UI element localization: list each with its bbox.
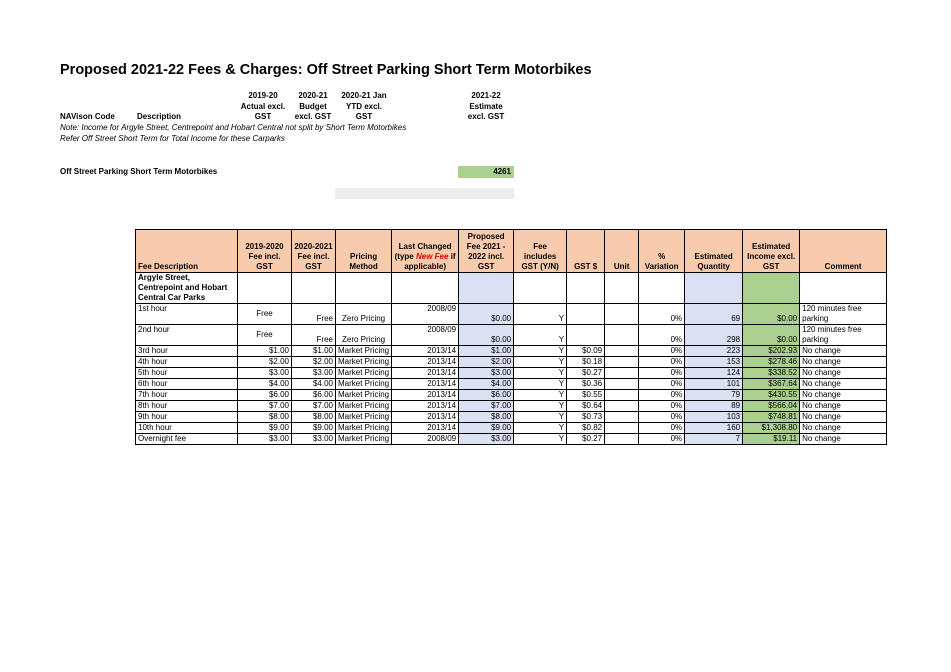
cell-unit: [605, 325, 639, 346]
cell-pricing-method: Market Pricing: [336, 412, 392, 423]
cell-last-changed: 2013/14: [392, 390, 459, 401]
cell-variation: 0%: [639, 390, 685, 401]
cell-gst: $0.64: [567, 401, 605, 412]
cell-est-quantity: 7: [685, 434, 743, 445]
cell-variation: 0%: [639, 357, 685, 368]
cell-proposed-fee: $8.00: [459, 412, 514, 423]
cell-gst: $0.09: [567, 346, 605, 357]
cell-unit: [605, 379, 639, 390]
cell-variation: 0%: [639, 434, 685, 445]
col-est-income: Estimated Income excl. GST: [743, 230, 800, 273]
cell-gst: [567, 325, 605, 346]
cell-last-changed: 2008/09: [392, 434, 459, 445]
cell-includes-gst: Y: [514, 325, 567, 346]
cell-fee-2019-2020: $3.00: [238, 434, 292, 445]
cell-description: 8th hour: [136, 401, 238, 412]
table-row: [136, 434, 887, 445]
note-refer: Refer Off Street Short Term for Total Income for these Carparks: [60, 134, 285, 143]
cell-gst: $0.73: [567, 412, 605, 423]
cell-est-quantity: 79: [685, 390, 743, 401]
cell-variation: 0%: [639, 401, 685, 412]
cell-est-income: $748.81: [743, 412, 800, 423]
cell-variation: 0%: [639, 325, 685, 346]
cell-gst: $0.27: [567, 368, 605, 379]
cell-fee-2020-2021: $1.00: [292, 346, 336, 357]
table-row: [136, 401, 887, 412]
col-fee-description: Fee Description: [136, 230, 238, 273]
col-gst: GST $: [567, 230, 605, 273]
page-title: Proposed 2021-22 Fees & Charges: Off Street Parking Short Term Motorbikes: [60, 62, 592, 78]
table-row: [136, 412, 887, 423]
cell-est-quantity: 103: [685, 412, 743, 423]
cell-proposed-fee: $4.00: [459, 379, 514, 390]
cell-unit: [605, 434, 639, 445]
cell-variation: 0%: [639, 423, 685, 434]
header-actual-2019-20: 2019-20 Actual excl. GST: [240, 91, 286, 121]
cell-pricing-method: Market Pricing: [336, 357, 392, 368]
cell-unit: [605, 401, 639, 412]
cell-fee-2019-2020: $4.00: [238, 379, 292, 390]
cell-gst: [567, 304, 605, 325]
cell-variation: 0%: [639, 368, 685, 379]
cell-includes-gst: Y: [514, 357, 567, 368]
cell-includes-gst: Y: [514, 434, 567, 445]
cell-description: Overnight fee: [136, 434, 238, 445]
cell-unit: [605, 390, 639, 401]
cell-est-income: $19.11: [743, 434, 800, 445]
cell-proposed-fee: $6.00: [459, 390, 514, 401]
cell-variation: 0%: [639, 412, 685, 423]
cell-est-income: $1,308.80: [743, 423, 800, 434]
cell-est-income: $0.00: [743, 304, 800, 325]
cell-est-income: $202.93: [743, 346, 800, 357]
col-proposed-fee: Proposed Fee 2021 - 2022 incl. GST: [459, 230, 514, 273]
cell-last-changed: 2008/09: [392, 325, 459, 346]
cell-includes-gst: Y: [514, 368, 567, 379]
table-row: [136, 390, 887, 401]
table-row: [136, 357, 887, 368]
cell-est-income: $0.00: [743, 325, 800, 346]
col-est-quantity: Estimated Quantity: [685, 230, 743, 273]
cell-last-changed: 2008/09: [392, 304, 459, 325]
cell-comment: No change: [800, 401, 887, 412]
cell-pricing-method: Market Pricing: [336, 346, 392, 357]
cell-pricing-method: Market Pricing: [336, 379, 392, 390]
cell-description: 1st hour: [136, 304, 238, 325]
cell-unit: [605, 412, 639, 423]
cell-includes-gst: Y: [514, 390, 567, 401]
cell-fee-2020-2021: $3.00: [292, 434, 336, 445]
cell-est-income: $338.52: [743, 368, 800, 379]
table-row: [136, 368, 887, 379]
group-row: [136, 273, 887, 304]
cell-fee-2020-2021: $7.00: [292, 401, 336, 412]
cell-unit: [605, 304, 639, 325]
col-variation: % Variation: [639, 230, 685, 273]
cell-est-quantity: 124: [685, 368, 743, 379]
col-fee-2019-2020: 2019-2020 Fee incl. GST: [238, 230, 292, 273]
cell-comment: No change: [800, 357, 887, 368]
cell-proposed-fee: $3.00: [459, 434, 514, 445]
section-estimate-value: 4261: [458, 166, 514, 178]
cell-gst: $0.55: [567, 390, 605, 401]
cell-description: 7th hour: [136, 390, 238, 401]
cell-fee-2020-2021: $2.00: [292, 357, 336, 368]
cell-includes-gst: Y: [514, 412, 567, 423]
cell-fee-2020-2021: $8.00: [292, 412, 336, 423]
col-comment: Comment: [800, 230, 887, 273]
cell-last-changed: 2013/14: [392, 379, 459, 390]
cell-comment: 120 minutes free parking: [800, 325, 887, 346]
header-estimate-2021-22: 2021-22 Estimate excl. GST: [467, 91, 505, 121]
cell-comment: No change: [800, 346, 887, 357]
cell-description: 9th hour: [136, 412, 238, 423]
cell-includes-gst: Y: [514, 346, 567, 357]
cell-last-changed: 2013/14: [392, 412, 459, 423]
cell-est-quantity: 101: [685, 379, 743, 390]
group-label: Argyle Street, Centrepoint and Hobart Central Car Parks: [136, 273, 238, 304]
cell-last-changed: 2013/14: [392, 357, 459, 368]
cell-unit: [605, 423, 639, 434]
cell-fee-2019-2020: $9.00: [238, 423, 292, 434]
cell-description: 5th hour: [136, 368, 238, 379]
header-description: Description: [137, 112, 182, 121]
cell-fee-2019-2020: $3.00: [238, 368, 292, 379]
cell-fee-2020-2021: $6.00: [292, 390, 336, 401]
cell-comment: No change: [800, 423, 887, 434]
cell-fee-2019-2020: $6.00: [238, 390, 292, 401]
col-unit: Unit: [605, 230, 639, 273]
cell-fee-2019-2020: $7.00: [238, 401, 292, 412]
fees-table: [135, 229, 887, 445]
col-last-changed: Last Changed (type New Fee if applicable): [392, 230, 459, 273]
cell-fee-2019-2020: $1.00: [238, 346, 292, 357]
cell-unit: [605, 357, 639, 368]
cell-last-changed: 2013/14: [392, 401, 459, 412]
cell-variation: 0%: [639, 346, 685, 357]
cell-fee-2020-2021: Free: [292, 304, 336, 325]
cell-est-income: $566.04: [743, 401, 800, 412]
cell-comment: No change: [800, 390, 887, 401]
cell-last-changed: 2013/14: [392, 346, 459, 357]
cell-last-changed: 2013/14: [392, 368, 459, 379]
cell-proposed-fee: $9.00: [459, 423, 514, 434]
cell-proposed-fee: $1.00: [459, 346, 514, 357]
cell-est-income: $430.55: [743, 390, 800, 401]
table-header-row: [136, 230, 887, 273]
section-label: Off Street Parking Short Term Motorbikes: [60, 167, 218, 176]
cell-proposed-fee: $3.00: [459, 368, 514, 379]
cell-gst: $0.36: [567, 379, 605, 390]
header-budget-2020-21: 2020-21 Budget excl. GST: [294, 91, 332, 121]
cell-includes-gst: Y: [514, 401, 567, 412]
cell-comment: No change: [800, 434, 887, 445]
cell-pricing-method: Zero Pricing: [336, 325, 392, 346]
cell-variation: 0%: [639, 304, 685, 325]
cell-pricing-method: Market Pricing: [336, 401, 392, 412]
cell-gst: $0.27: [567, 434, 605, 445]
cell-description: 2nd hour: [136, 325, 238, 346]
cell-gst: $0.82: [567, 423, 605, 434]
cell-est-income: $367.64: [743, 379, 800, 390]
cell-fee-2020-2021: Free: [292, 325, 336, 346]
cell-last-changed: 2013/14: [392, 423, 459, 434]
table-row: [136, 325, 887, 346]
cell-est-quantity: 153: [685, 357, 743, 368]
cell-comment: No change: [800, 412, 887, 423]
header-ytd-2020-21: 2020-21 Jan YTD excl. GST: [341, 91, 387, 121]
cell-gst: $0.18: [567, 357, 605, 368]
note-income-split: Note: Income for Argyle Street, Centrepoint and Hobart Central not split by Short Term Motorbikes: [60, 123, 407, 132]
cell-pricing-method: Market Pricing: [336, 434, 392, 445]
cell-proposed-fee: $2.00: [459, 357, 514, 368]
cell-variation: 0%: [639, 379, 685, 390]
table-row: [136, 423, 887, 434]
divider-bar: [335, 188, 514, 199]
table-row: [136, 379, 887, 390]
cell-comment: No change: [800, 379, 887, 390]
cell-est-quantity: 223: [685, 346, 743, 357]
cell-fee-2020-2021: $3.00: [292, 368, 336, 379]
cell-pricing-method: Market Pricing: [336, 390, 392, 401]
cell-est-quantity: 298: [685, 325, 743, 346]
cell-est-quantity: 69: [685, 304, 743, 325]
col-pricing-method: Pricing Method: [336, 230, 392, 273]
cell-includes-gst: Y: [514, 304, 567, 325]
cell-fee-2019-2020: Free: [238, 304, 292, 325]
cell-fee-2020-2021: $4.00: [292, 379, 336, 390]
cell-description: 3rd hour: [136, 346, 238, 357]
cell-description: 10th hour: [136, 423, 238, 434]
cell-includes-gst: Y: [514, 423, 567, 434]
cell-est-quantity: 160: [685, 423, 743, 434]
cell-fee-2019-2020: $8.00: [238, 412, 292, 423]
cell-description: 6th hour: [136, 379, 238, 390]
col-includes-gst: Fee includes GST (Y/N): [514, 230, 567, 273]
cell-fee-2020-2021: $9.00: [292, 423, 336, 434]
cell-pricing-method: Market Pricing: [336, 423, 392, 434]
header-navison-code: NAVison Code: [60, 112, 115, 121]
cell-unit: [605, 346, 639, 357]
cell-includes-gst: Y: [514, 379, 567, 390]
cell-pricing-method: Zero Pricing: [336, 304, 392, 325]
table-row: [136, 346, 887, 357]
cell-est-income: $278.46: [743, 357, 800, 368]
cell-fee-2019-2020: $2.00: [238, 357, 292, 368]
cell-proposed-fee: $7.00: [459, 401, 514, 412]
cell-est-quantity: 89: [685, 401, 743, 412]
cell-pricing-method: Market Pricing: [336, 368, 392, 379]
cell-unit: [605, 368, 639, 379]
cell-proposed-fee: $0.00: [459, 325, 514, 346]
cell-comment: 120 minutes free parking: [800, 304, 887, 325]
col-fee-2020-2021: 2020-2021 Fee incl. GST: [292, 230, 336, 273]
cell-comment: No change: [800, 368, 887, 379]
cell-proposed-fee: $0.00: [459, 304, 514, 325]
cell-description: 4th hour: [136, 357, 238, 368]
cell-fee-2019-2020: Free: [238, 325, 292, 346]
table-row: [136, 304, 887, 325]
